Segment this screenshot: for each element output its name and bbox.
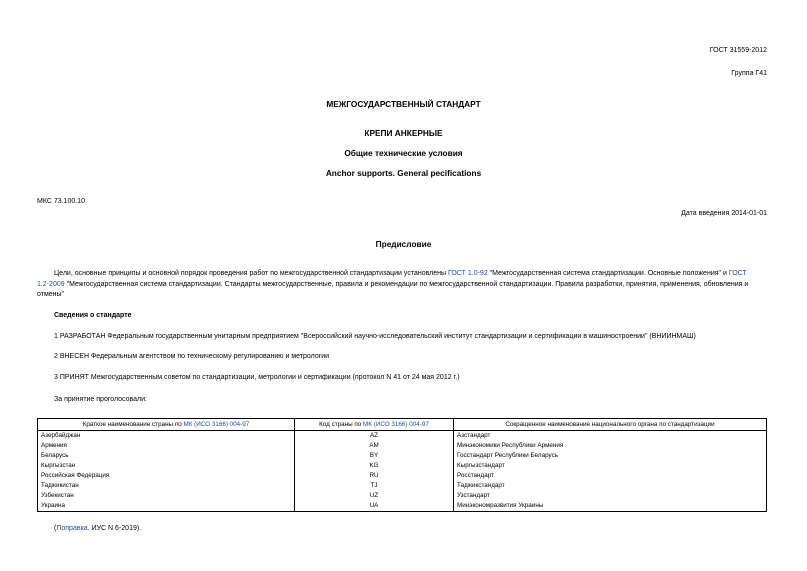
code-cell: TJ bbox=[295, 481, 454, 491]
document-title: КРЕПИ АНКЕРНЫЕ bbox=[364, 128, 443, 138]
body-cell: Минэкономики Республики Армения bbox=[454, 441, 767, 451]
document-number: ГОСТ 31559-2012 bbox=[709, 47, 767, 54]
table-row bbox=[38, 471, 767, 481]
table-row bbox=[38, 461, 767, 471]
table-row bbox=[38, 501, 767, 512]
mk-iso-3166-link[interactable]: МК (ИСО 3166) 004-97 bbox=[363, 420, 429, 428]
table-row bbox=[38, 491, 767, 501]
country-cell: Таджикистан bbox=[38, 481, 295, 491]
column-header-country: Краткое наименование страны по МК (ИСО 3166) 004-97 bbox=[38, 419, 295, 431]
country-cell: Российская Федерация bbox=[38, 471, 295, 481]
column-header-body: Сокращенное наименование национального органа по стандартизации bbox=[454, 419, 767, 431]
info-item-1: 1 РАЗРАБОТАН Федеральным государственным унитарным предприятием "Всероссийский научно-исследовательский институт стандартизации и сертификации в машиностроении" (ВНИИНМАШ) bbox=[54, 333, 696, 340]
standard-type-title: МЕЖГОСУДАРСТВЕННЫЙ СТАНДАРТ bbox=[326, 99, 481, 109]
mks-code: МКС 73.100.10 bbox=[37, 198, 85, 205]
table-row bbox=[38, 481, 767, 491]
gost-1-2-2009-link-cont[interactable]: 1.2-2009 bbox=[37, 280, 65, 288]
country-cell: Беларусь bbox=[38, 451, 295, 461]
country-cell: Узбекистан bbox=[38, 491, 295, 501]
body-cell: Росстандарт bbox=[454, 471, 767, 481]
foreword-paragraph bbox=[37, 269, 770, 301]
english-title: Anchor supports. General pecifications bbox=[325, 168, 482, 178]
info-item-3: 3 ПРИНЯТ Межгосударственным советом по стандартизации, метрологии и сертификации (протокол N 41 от 24 мая 2012 г.) bbox=[54, 374, 460, 381]
code-cell: AZ bbox=[295, 431, 454, 442]
amendment-note bbox=[54, 525, 141, 532]
table-row bbox=[38, 451, 767, 461]
code-cell: RU bbox=[295, 471, 454, 481]
country-cell: Азербайджан bbox=[38, 431, 295, 442]
table-row bbox=[38, 431, 767, 442]
amendment-text: . ИУС N 6-2019). bbox=[87, 525, 142, 532]
code-cell: AM bbox=[295, 441, 454, 451]
code-cell: UZ bbox=[295, 491, 454, 501]
info-item-2: 2 ВНЕСЕН Федеральным агентством по техническому регулированию и метрологии bbox=[54, 353, 330, 360]
introduction-date: Дата введения 2014-01-01 bbox=[681, 210, 767, 217]
gost-1-2-2009-link[interactable]: ГОСТ bbox=[728, 270, 747, 277]
foreword-text-1: Цели, основные принципы и основной порядок проведения работ по межгосударственной стандартизации установлены bbox=[54, 270, 448, 277]
body-cell: Кыргызстандарт bbox=[454, 461, 767, 471]
code-cell: KG bbox=[295, 461, 454, 471]
table-row bbox=[38, 441, 767, 451]
voted-label: За принятие проголосовали: bbox=[54, 396, 147, 403]
body-cell: Минэкономразвития Украины bbox=[454, 501, 767, 512]
body-cell: Узстандарт bbox=[454, 491, 767, 501]
body-cell: Азстандарт bbox=[454, 431, 767, 442]
table-header-row bbox=[38, 419, 767, 431]
amendment-paren: ( bbox=[54, 525, 57, 532]
document-subtitle: Общие технические условия bbox=[344, 148, 463, 158]
foreword-text-3: "Межгосударственная система стандартизации. Стандарты межгосударственные, правила и рекомендации по межгосударственной стандартизации. Правила разработки, принятия, применения, обновления и отмены" bbox=[37, 280, 749, 298]
foreword-heading: Предисловие bbox=[375, 239, 432, 249]
gost-1-0-92-link[interactable]: ГОСТ 1.0-92 bbox=[447, 270, 488, 277]
amendment-link[interactable]: Поправка bbox=[56, 525, 88, 532]
country-cell: Армения bbox=[38, 441, 295, 451]
mk-iso-3166-link[interactable]: МК (ИСО 3166) 004-97 bbox=[183, 420, 250, 428]
country-cell: Кыргызстан bbox=[38, 461, 295, 471]
info-heading: Сведения о стандарте bbox=[54, 312, 132, 319]
body-cell: Таджикстандарт bbox=[454, 481, 767, 491]
code-cell: BY bbox=[295, 451, 454, 461]
voting-countries-table bbox=[37, 418, 767, 512]
column-header-code: Код страны по МК (ИСО 3166) 004-97 bbox=[295, 419, 454, 431]
foreword-text-2: "Межгосударственная система стандартизации. Основные положения" и bbox=[487, 270, 729, 277]
code-cell: UA bbox=[295, 501, 454, 512]
group-code: Группа Г41 bbox=[731, 70, 767, 77]
body-cell: Госстандарт Республики Беларусь bbox=[454, 451, 767, 461]
country-cell: Украина bbox=[38, 501, 295, 512]
